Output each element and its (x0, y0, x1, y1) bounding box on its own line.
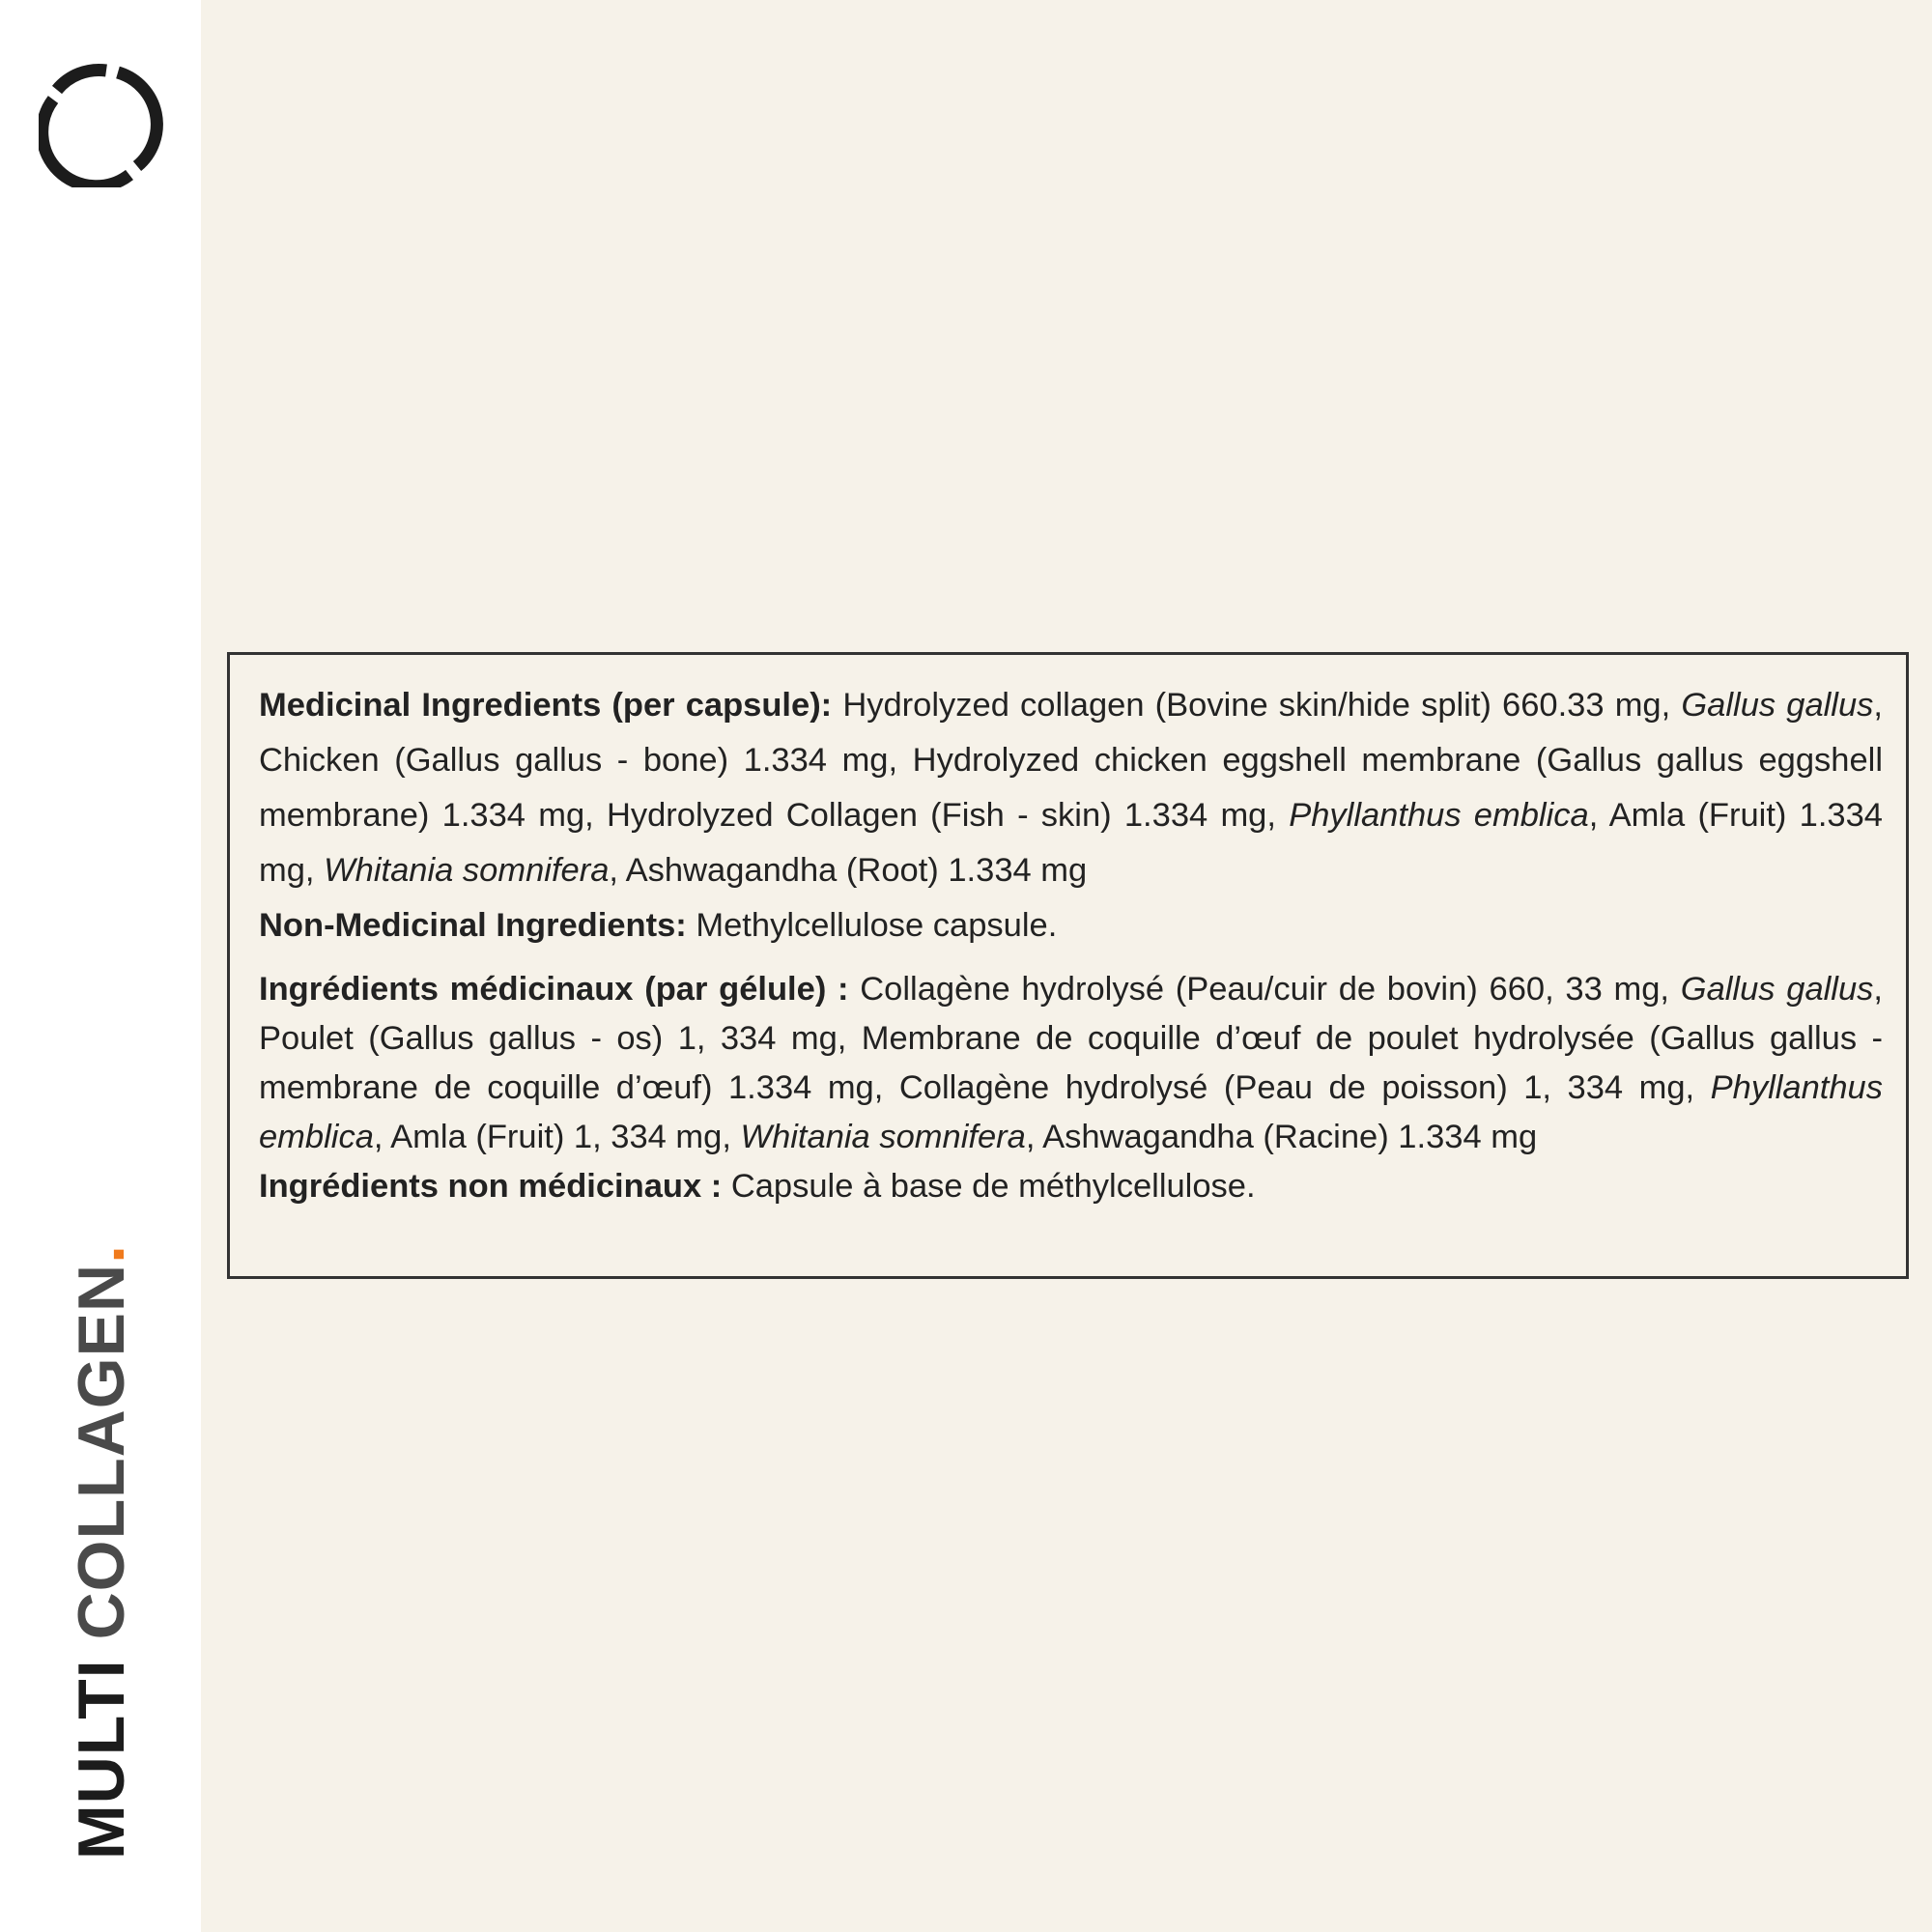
scientific-name: Gallus gallus (1680, 971, 1874, 1008)
scientific-name: Whitania somnifera (740, 1119, 1026, 1155)
english-non-medicinal-ingredients (259, 898, 1883, 953)
french-non-medicinal-ingredients (259, 1162, 1883, 1211)
ingredients-box (227, 652, 1909, 1279)
english-non-medicinal-label: Non-Medicinal Ingredients: (259, 907, 687, 944)
scientific-name: Gallus gallus (1681, 687, 1874, 724)
scientific-name: Phyllanthus emblica (1289, 797, 1589, 834)
brand-dot: . (65, 1243, 138, 1264)
ingredient-text: , Chicken (Gallus gallus - bone) 1.334 mg, Hydrolyzed chicken eggshell membrane (Gallus gallus eggshell membrane) 1.334 mg, Hydrolyzed Collagen (Fish - skin) 1.334 mg, (259, 687, 1883, 834)
french-non-medicinal-label: Ingrédients non médicinaux : (259, 1168, 723, 1205)
scientific-name: Phyllanthus emblica (259, 1069, 1883, 1155)
ingredient-text: , Ashwagandha (Root) 1.334 mg (609, 852, 1088, 889)
english-medicinal-ingredients (259, 678, 1883, 898)
brand-word-multi: MULTI (65, 1659, 138, 1860)
ingredient-text: Collagène hydrolysé (Peau/cuir de bovin) 660, 33 mg, (848, 971, 1681, 1008)
brand-wordmark (65, 1243, 138, 1860)
ingredient-text: , Poulet (Gallus gallus - os) 1, 334 mg, Membrane de coquille d’œuf de poulet hydrolysée (Gallus gallus - membrane de coquille d’œuf) 1.334 mg, Collagène hydrolysé (Peau de poisson) 1, 334 mg, (259, 971, 1883, 1106)
french-medicinal-ingredients (259, 965, 1883, 1162)
ingredient-text: Hydrolyzed collagen (Bovine skin/hide split) 660.33 mg, (832, 687, 1682, 724)
ingredient-text: , Amla (Fruit) 1, 334 mg, (373, 1119, 741, 1155)
open-circle-logo-icon (39, 62, 164, 187)
ingredient-text: Methylcellulose capsule. (686, 907, 1058, 944)
brand-word-collagen: COLLAGEN (65, 1263, 138, 1640)
scientific-name: Whitania somnifera (324, 852, 610, 889)
french-medicinal-label: Ingrédients médicinaux (par gélule) : (259, 971, 849, 1008)
ingredient-text: Capsule à base de méthylcellulose. (722, 1168, 1256, 1205)
ingredient-text: , Ashwagandha (Racine) 1.334 mg (1025, 1119, 1538, 1155)
ingredient-text: , Amla (Fruit) 1.334 mg, (259, 797, 1883, 889)
sidebar (0, 0, 201, 1932)
english-medicinal-label: Medicinal Ingredients (per capsule): (259, 687, 833, 724)
